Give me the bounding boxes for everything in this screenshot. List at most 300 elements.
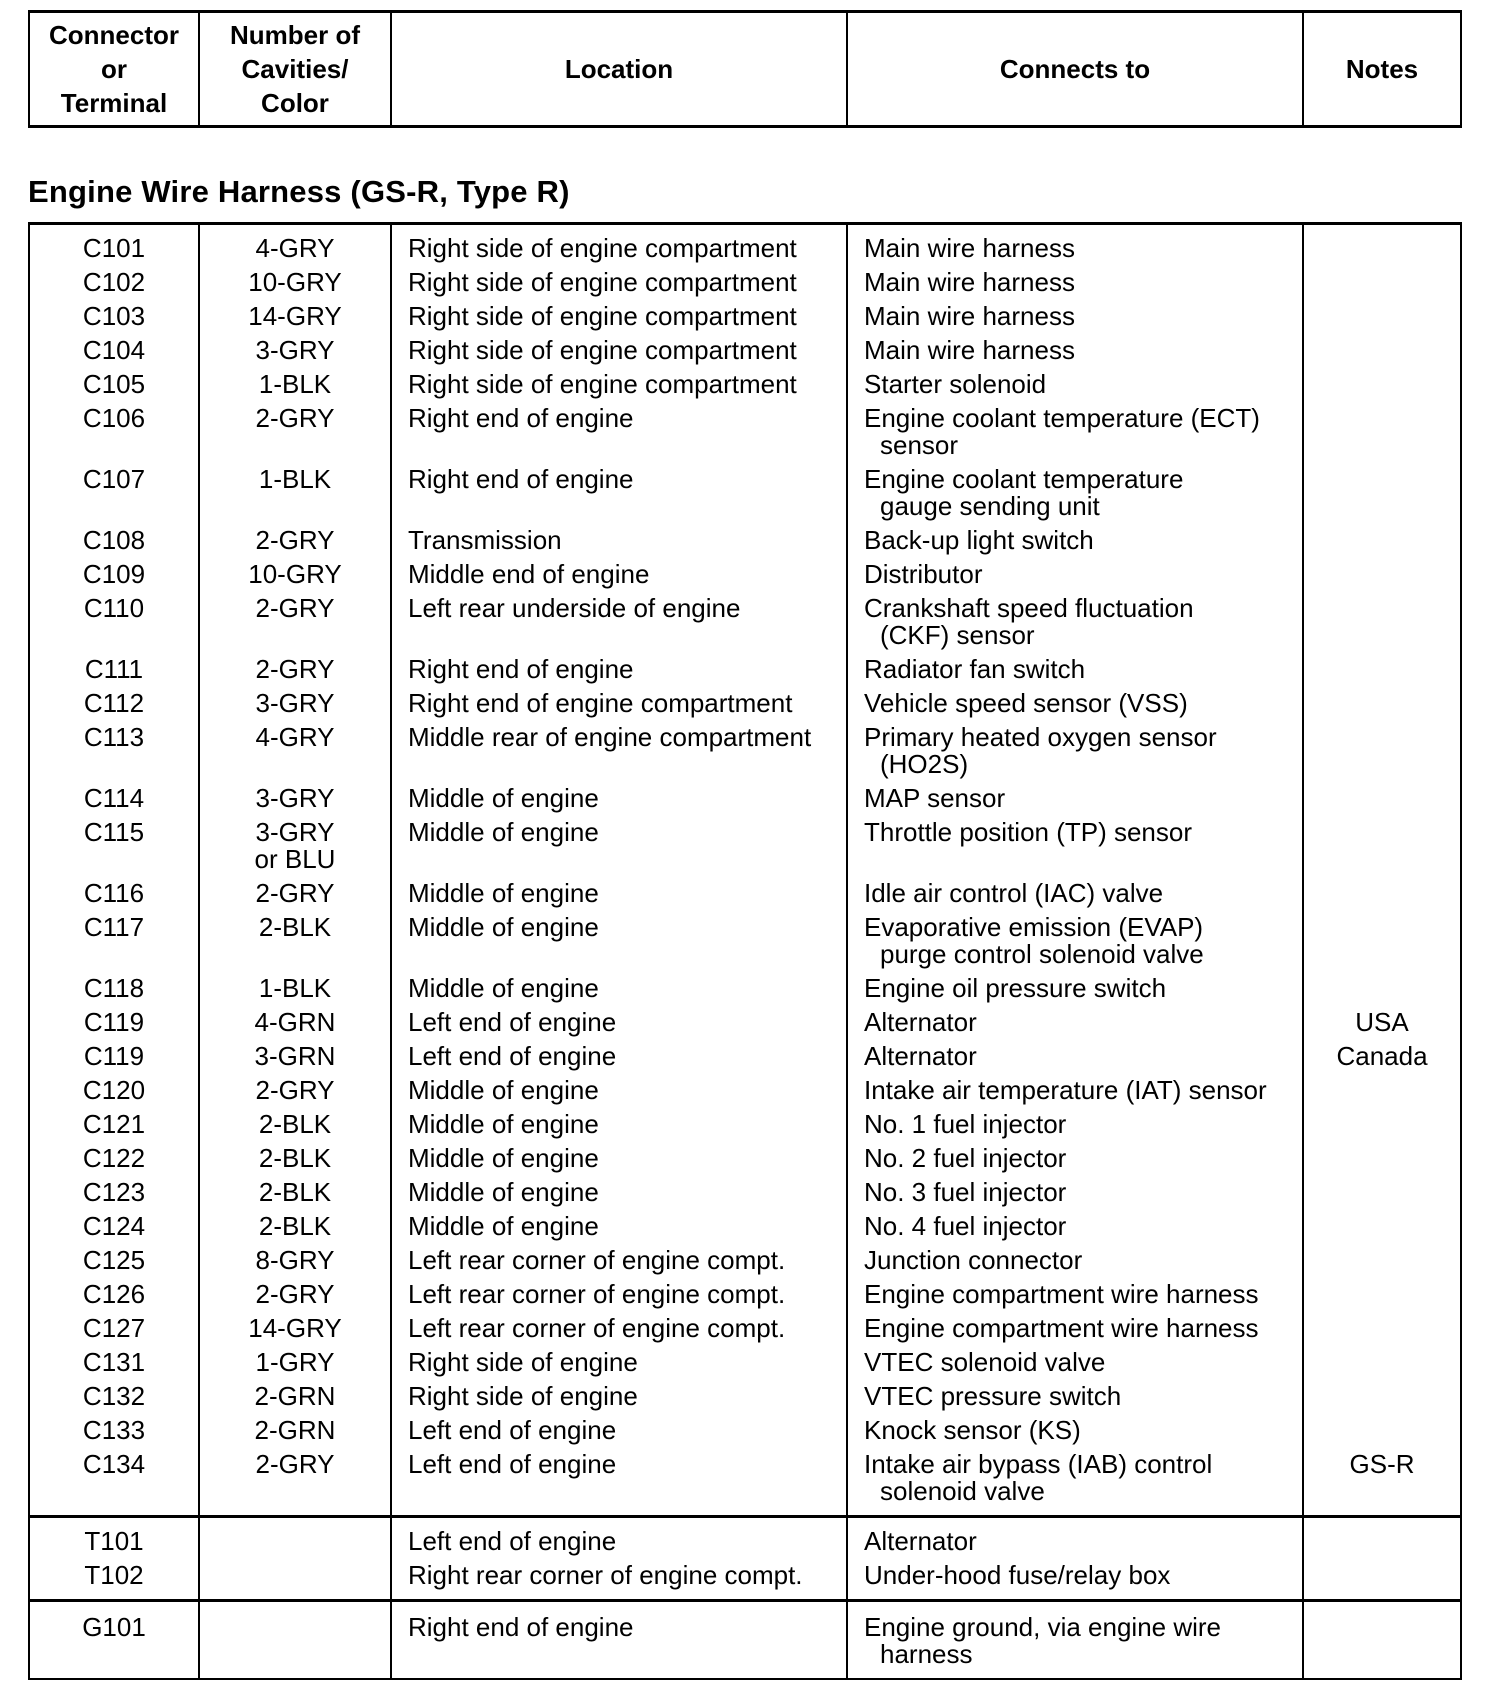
connects-to-line: Engine ground, via engine wire [864, 1612, 1222, 1642]
connects-to-line: Vehicle speed sensor (VSS) [864, 688, 1188, 718]
connector-cell: C108 [29, 527, 199, 561]
cavities-line: 2-BLK [258, 1143, 332, 1173]
connects-to-line: No. 2 fuel injector [864, 1143, 1067, 1173]
connects-to-line: VTEC solenoid valve [864, 1347, 1106, 1377]
cavities-line: 4-GRY [255, 722, 335, 752]
location-cell: Transmission [391, 527, 847, 561]
cavities-line: 1-BLK [258, 369, 332, 399]
connects-to-cell [847, 1043, 1303, 1077]
connector-cell: C118 [29, 975, 199, 1009]
cavities-cell [199, 371, 391, 405]
connects-to-cell [847, 224, 1303, 270]
location-cell: Left end of engine [391, 1009, 847, 1043]
location-cell: Middle of engine [391, 1077, 847, 1111]
location-cell: Middle of engine [391, 1213, 847, 1247]
table-row [29, 1417, 1461, 1451]
location-cell: Left end of engine [391, 1517, 847, 1563]
location-cell: Right side of engine [391, 1383, 847, 1417]
cavities-cell [199, 466, 391, 527]
connector-cell: C113 [29, 724, 199, 785]
connector-cell: C109 [29, 561, 199, 595]
cavities-line: 3-GRN [254, 1041, 336, 1071]
location-cell: Left end of engine [391, 1451, 847, 1517]
cavities-cell [199, 1517, 391, 1563]
connects-to-cell [847, 724, 1303, 785]
cavities-line: 2-GRY [255, 1279, 335, 1309]
connects-to-line: Starter solenoid [864, 369, 1047, 399]
cavities-line: 2-GRY [255, 525, 335, 555]
location-cell: Right rear corner of engine compt. [391, 1562, 847, 1601]
connects-to-line: Main wire harness [864, 335, 1075, 365]
notes-cell [1303, 1601, 1461, 1680]
location-cell: Right side of engine compartment [391, 303, 847, 337]
cavities-line: 2-GRY [255, 654, 335, 684]
connects-to-cell [847, 1145, 1303, 1179]
notes-cell [1303, 595, 1461, 656]
location-cell: Right end of engine [391, 405, 847, 466]
connector-cell: C132 [29, 1383, 199, 1417]
connects-to-cell [847, 595, 1303, 656]
connects-to-cell [847, 1179, 1303, 1213]
connector-cell: C120 [29, 1077, 199, 1111]
cavities-cell [199, 690, 391, 724]
header-cavities-line: Cavities/ [241, 54, 349, 84]
notes-cell [1303, 914, 1461, 975]
cavities-cell [199, 1111, 391, 1145]
notes-cell [1303, 975, 1461, 1009]
cavities-cell [199, 1315, 391, 1349]
location-cell: Right end of engine compartment [391, 690, 847, 724]
connector-cell: T101 [29, 1517, 199, 1563]
connector-cell: C127 [29, 1315, 199, 1349]
notes-cell [1303, 656, 1461, 690]
connector-cell: C124 [29, 1213, 199, 1247]
connects-to-line: Engine coolant temperature (ECT) [864, 403, 1260, 433]
connects-to-line: Engine compartment wire harness [864, 1279, 1259, 1309]
location-cell: Middle rear of engine compartment [391, 724, 847, 785]
cavities-cell [199, 656, 391, 690]
connects-to-cell [847, 1383, 1303, 1417]
cavities-line: 10-GRY [248, 267, 342, 297]
table-row [29, 1383, 1461, 1417]
notes-cell [1303, 561, 1461, 595]
connector-cell: C104 [29, 337, 199, 371]
cavities-cell [199, 224, 391, 270]
cavities-cell [199, 1247, 391, 1281]
cavities-cell [199, 1349, 391, 1383]
connects-to-line: Back-up light switch [864, 525, 1094, 555]
cavities-cell [199, 785, 391, 819]
notes-cell [1303, 1077, 1461, 1111]
cavities-line: 2-BLK [258, 1177, 332, 1207]
connector-cell: C106 [29, 405, 199, 466]
connects-to-line: Main wire harness [864, 267, 1075, 297]
cavities-line: 2-BLK [258, 1109, 332, 1139]
connector-cell: C114 [29, 785, 199, 819]
connects-to-line: Evaporative emission (EVAP) [864, 912, 1204, 942]
location-cell: Right end of engine [391, 1601, 847, 1680]
location-cell: Left rear corner of engine compt. [391, 1247, 847, 1281]
connects-to-cell [847, 1077, 1303, 1111]
table-row [29, 466, 1461, 527]
table-row [29, 1601, 1461, 1680]
cavities-line: 1-GRY [255, 1347, 335, 1377]
location-cell: Right end of engine [391, 466, 847, 527]
table-row [29, 1349, 1461, 1383]
location-cell: Middle of engine [391, 819, 847, 880]
connector-cell: C119 [29, 1009, 199, 1043]
table-row [29, 527, 1461, 561]
connects-to-cell [847, 527, 1303, 561]
connector-cell: C133 [29, 1417, 199, 1451]
connector-cell: C103 [29, 303, 199, 337]
cavities-cell [199, 1601, 391, 1680]
notes-cell [1303, 690, 1461, 724]
notes-cell [1303, 880, 1461, 914]
table-row [29, 1281, 1461, 1315]
connector-cell: C134 [29, 1451, 199, 1517]
header-connector [29, 12, 199, 127]
cavities-cell [199, 1562, 391, 1601]
location-cell: Left rear underside of engine [391, 595, 847, 656]
connector-cell: C112 [29, 690, 199, 724]
header-cavities-line: Number of [230, 20, 360, 50]
header-location: Location [391, 12, 847, 127]
table-row [29, 1247, 1461, 1281]
location-cell: Middle of engine [391, 1145, 847, 1179]
location-cell: Right side of engine [391, 1349, 847, 1383]
connector-cell: T102 [29, 1562, 199, 1601]
table-row [29, 690, 1461, 724]
notes-cell [1303, 224, 1461, 270]
connector-cell: G101 [29, 1601, 199, 1680]
connects-to-line: VTEC pressure switch [864, 1381, 1122, 1411]
connects-to-line: gauge sending unit [880, 491, 1100, 521]
cavities-line: 3-GRY [255, 335, 335, 365]
connects-to-line: Engine coolant temperature [864, 464, 1184, 494]
connector-cell: C107 [29, 466, 199, 527]
header-cavities-line: Color [261, 88, 329, 118]
cavities-cell [199, 1043, 391, 1077]
cavities-cell [199, 914, 391, 975]
cavities-cell [199, 724, 391, 785]
cavities-line: 2-GRY [255, 1449, 335, 1479]
document-page [28, 10, 1460, 1680]
header-connector-line: Terminal [60, 88, 168, 118]
notes-cell [1303, 1315, 1461, 1349]
connects-to-line: No. 1 fuel injector [864, 1109, 1067, 1139]
connects-to-cell [847, 690, 1303, 724]
connects-to-line: Main wire harness [864, 233, 1075, 263]
cavities-line: 4-GRN [254, 1007, 336, 1037]
notes-cell [1303, 371, 1461, 405]
notes-cell [1303, 1383, 1461, 1417]
cavities-cell [199, 561, 391, 595]
cavities-cell [199, 1009, 391, 1043]
table-group [29, 224, 1461, 1517]
connects-to-line: Engine oil pressure switch [864, 973, 1167, 1003]
connects-to-cell [847, 819, 1303, 880]
cavities-line: 2-GRN [254, 1415, 336, 1445]
table-row [29, 1077, 1461, 1111]
table-row [29, 371, 1461, 405]
table-row [29, 1145, 1461, 1179]
location-cell: Right side of engine compartment [391, 269, 847, 303]
connects-to-cell [847, 303, 1303, 337]
connector-cell: C122 [29, 1145, 199, 1179]
notes-cell [1303, 785, 1461, 819]
connector-cell: C121 [29, 1111, 199, 1145]
location-cell: Left end of engine [391, 1043, 847, 1077]
table-row [29, 975, 1461, 1009]
notes-cell [1303, 1213, 1461, 1247]
cavities-line: 14-GRY [248, 301, 342, 331]
connects-to-line: purge control solenoid valve [880, 939, 1204, 969]
cavities-cell [199, 880, 391, 914]
location-cell: Middle of engine [391, 1179, 847, 1213]
cavities-cell [199, 975, 391, 1009]
cavities-cell [199, 1077, 391, 1111]
table-row [29, 269, 1461, 303]
connects-to-line: solenoid valve [880, 1476, 1045, 1506]
connects-to-line: Alternator [864, 1526, 977, 1556]
cavities-cell [199, 1213, 391, 1247]
header-connector-line: or [101, 54, 127, 84]
cavities-line: 1-BLK [258, 464, 332, 494]
cavities-cell [199, 1383, 391, 1417]
connects-to-line: No. 3 fuel injector [864, 1177, 1067, 1207]
notes-cell [1303, 466, 1461, 527]
cavities-line: 2-BLK [258, 1211, 332, 1241]
connects-to-line: (HO2S) [880, 749, 969, 779]
connects-to-cell [847, 1517, 1303, 1563]
cavities-line: 2-GRY [255, 878, 335, 908]
connector-cell: C116 [29, 880, 199, 914]
connects-to-line: harness [880, 1639, 973, 1669]
cavities-line: 4-GRY [255, 233, 335, 263]
table-row [29, 1009, 1461, 1043]
cavities-cell [199, 595, 391, 656]
connects-to-cell [847, 1601, 1303, 1680]
connects-to-line: No. 4 fuel injector [864, 1211, 1067, 1241]
location-cell: Middle of engine [391, 1111, 847, 1145]
cavities-line: 2-GRY [255, 1075, 335, 1105]
connects-to-cell [847, 405, 1303, 466]
cavities-cell [199, 337, 391, 371]
table-group [29, 1601, 1461, 1680]
connects-to-cell [847, 975, 1303, 1009]
connects-to-cell [847, 1417, 1303, 1451]
cavities-cell [199, 1417, 391, 1451]
notes-cell [1303, 1349, 1461, 1383]
connector-cell: C110 [29, 595, 199, 656]
location-cell: Middle of engine [391, 880, 847, 914]
notes-cell [1303, 819, 1461, 880]
cavities-line: or BLU [254, 844, 336, 874]
connects-to-line: Main wire harness [864, 301, 1075, 331]
connects-to-line: Alternator [864, 1041, 977, 1071]
location-cell: Right end of engine [391, 656, 847, 690]
table-row [29, 1213, 1461, 1247]
notes-cell [1303, 1247, 1461, 1281]
header-notes: Notes [1303, 12, 1461, 127]
header-connects-to: Connects to [847, 12, 1303, 127]
table-row [29, 880, 1461, 914]
notes-cell [1303, 1417, 1461, 1451]
cavities-cell [199, 1179, 391, 1213]
location-cell: Middle of engine [391, 785, 847, 819]
connector-cell: C105 [29, 371, 199, 405]
header-connector-line: Connector [49, 20, 179, 50]
table-row [29, 337, 1461, 371]
connects-to-cell [847, 1562, 1303, 1601]
table-group [29, 1517, 1461, 1601]
notes-cell [1303, 337, 1461, 371]
cavities-cell [199, 527, 391, 561]
cavities-cell [199, 1145, 391, 1179]
connects-to-cell [847, 1111, 1303, 1145]
notes-cell: USA [1303, 1009, 1461, 1043]
cavities-line: 2-GRY [255, 403, 335, 433]
connector-cell: C101 [29, 224, 199, 270]
location-cell: Middle of engine [391, 914, 847, 975]
connects-to-line: Crankshaft speed fluctuation [864, 593, 1194, 623]
connects-to-line: Alternator [864, 1007, 977, 1037]
connects-to-line: Distributor [864, 559, 983, 589]
table-row [29, 1111, 1461, 1145]
connects-to-line: MAP sensor [864, 783, 1006, 813]
cavities-cell [199, 405, 391, 466]
connects-to-cell [847, 914, 1303, 975]
connector-cell: C102 [29, 269, 199, 303]
notes-cell [1303, 1111, 1461, 1145]
connector-cell: C125 [29, 1247, 199, 1281]
notes-cell: Canada [1303, 1043, 1461, 1077]
connects-to-line: Intake air temperature (IAT) sensor [864, 1075, 1267, 1105]
connects-to-cell [847, 269, 1303, 303]
cavities-cell [199, 1281, 391, 1315]
table-row [29, 785, 1461, 819]
notes-cell [1303, 269, 1461, 303]
table-row [29, 595, 1461, 656]
cavities-line: 2-GRN [254, 1381, 336, 1411]
table-row [29, 819, 1461, 880]
connects-to-cell [847, 561, 1303, 595]
column-header-row [29, 12, 1461, 127]
location-cell: Left rear corner of engine compt. [391, 1315, 847, 1349]
connects-to-cell [847, 371, 1303, 405]
connects-to-cell [847, 1213, 1303, 1247]
cavities-line: 2-BLK [258, 912, 332, 942]
header-cavities [199, 12, 391, 127]
notes-cell [1303, 1179, 1461, 1213]
location-cell: Middle of engine [391, 975, 847, 1009]
location-cell: Left rear corner of engine compt. [391, 1281, 847, 1315]
connector-cell: C119 [29, 1043, 199, 1077]
notes-cell [1303, 405, 1461, 466]
connects-to-cell [847, 466, 1303, 527]
connects-to-cell [847, 1009, 1303, 1043]
connects-to-line: Under-hood fuse/relay box [864, 1560, 1171, 1590]
connects-to-cell [847, 1349, 1303, 1383]
table-row [29, 561, 1461, 595]
cavities-line: 3-GRY [255, 817, 335, 847]
table-row [29, 914, 1461, 975]
connects-to-line: Radiator fan switch [864, 654, 1086, 684]
cavities-line: 3-GRY [255, 688, 335, 718]
location-cell: Right side of engine compartment [391, 371, 847, 405]
connects-to-line: sensor [880, 430, 959, 460]
connects-to-line: Idle air control (IAC) valve [864, 878, 1164, 908]
section-title: Engine Wire Harness (GS-R, Type R) [28, 174, 570, 209]
cavities-cell [199, 303, 391, 337]
table-row [29, 224, 1461, 270]
connects-to-line: Knock sensor (KS) [864, 1415, 1081, 1445]
table-row [29, 1315, 1461, 1349]
connector-table [28, 222, 1462, 1680]
location-cell: Right side of engine compartment [391, 337, 847, 371]
table-row [29, 724, 1461, 785]
connects-to-cell [847, 1315, 1303, 1349]
connector-cell: C115 [29, 819, 199, 880]
notes-cell [1303, 303, 1461, 337]
connects-to-line: Junction connector [864, 1245, 1083, 1275]
notes-cell [1303, 527, 1461, 561]
connector-cell: C111 [29, 656, 199, 690]
connects-to-cell [847, 656, 1303, 690]
table-row [29, 1179, 1461, 1213]
notes-cell: GS-R [1303, 1451, 1461, 1517]
connector-cell: C117 [29, 914, 199, 975]
cavities-cell [199, 819, 391, 880]
notes-cell [1303, 1562, 1461, 1601]
table-row [29, 405, 1461, 466]
connects-to-cell [847, 337, 1303, 371]
notes-cell [1303, 1517, 1461, 1563]
location-cell: Right side of engine compartment [391, 224, 847, 270]
table-row [29, 1451, 1461, 1517]
notes-cell [1303, 1145, 1461, 1179]
cavities-line: 1-BLK [258, 973, 332, 1003]
cavities-line: 14-GRY [248, 1313, 342, 1343]
connects-to-line: (CKF) sensor [880, 620, 1035, 650]
table-row [29, 1043, 1461, 1077]
cavities-line: 8-GRY [255, 1245, 335, 1275]
connects-to-cell [847, 1281, 1303, 1315]
notes-cell [1303, 1281, 1461, 1315]
connector-cell: C126 [29, 1281, 199, 1315]
location-cell: Left end of engine [391, 1417, 847, 1451]
connects-to-cell [847, 1451, 1303, 1517]
connector-cell: C131 [29, 1349, 199, 1383]
connects-to-line: Throttle position (TP) sensor [864, 817, 1193, 847]
cavities-cell [199, 269, 391, 303]
cavities-line: 10-GRY [248, 559, 342, 589]
cavities-line: 3-GRY [255, 783, 335, 813]
connects-to-cell [847, 880, 1303, 914]
connects-to-line: Primary heated oxygen sensor [864, 722, 1217, 752]
column-header-table [28, 10, 1462, 128]
table-row [29, 303, 1461, 337]
table-row [29, 1562, 1461, 1601]
location-cell: Middle end of engine [391, 561, 847, 595]
connects-to-cell [847, 1247, 1303, 1281]
connects-to-line: Engine compartment wire harness [864, 1313, 1259, 1343]
notes-cell [1303, 724, 1461, 785]
cavities-line: 2-GRY [255, 593, 335, 623]
cavities-cell [199, 1451, 391, 1517]
connects-to-line: Intake air bypass (IAB) control [864, 1449, 1213, 1479]
